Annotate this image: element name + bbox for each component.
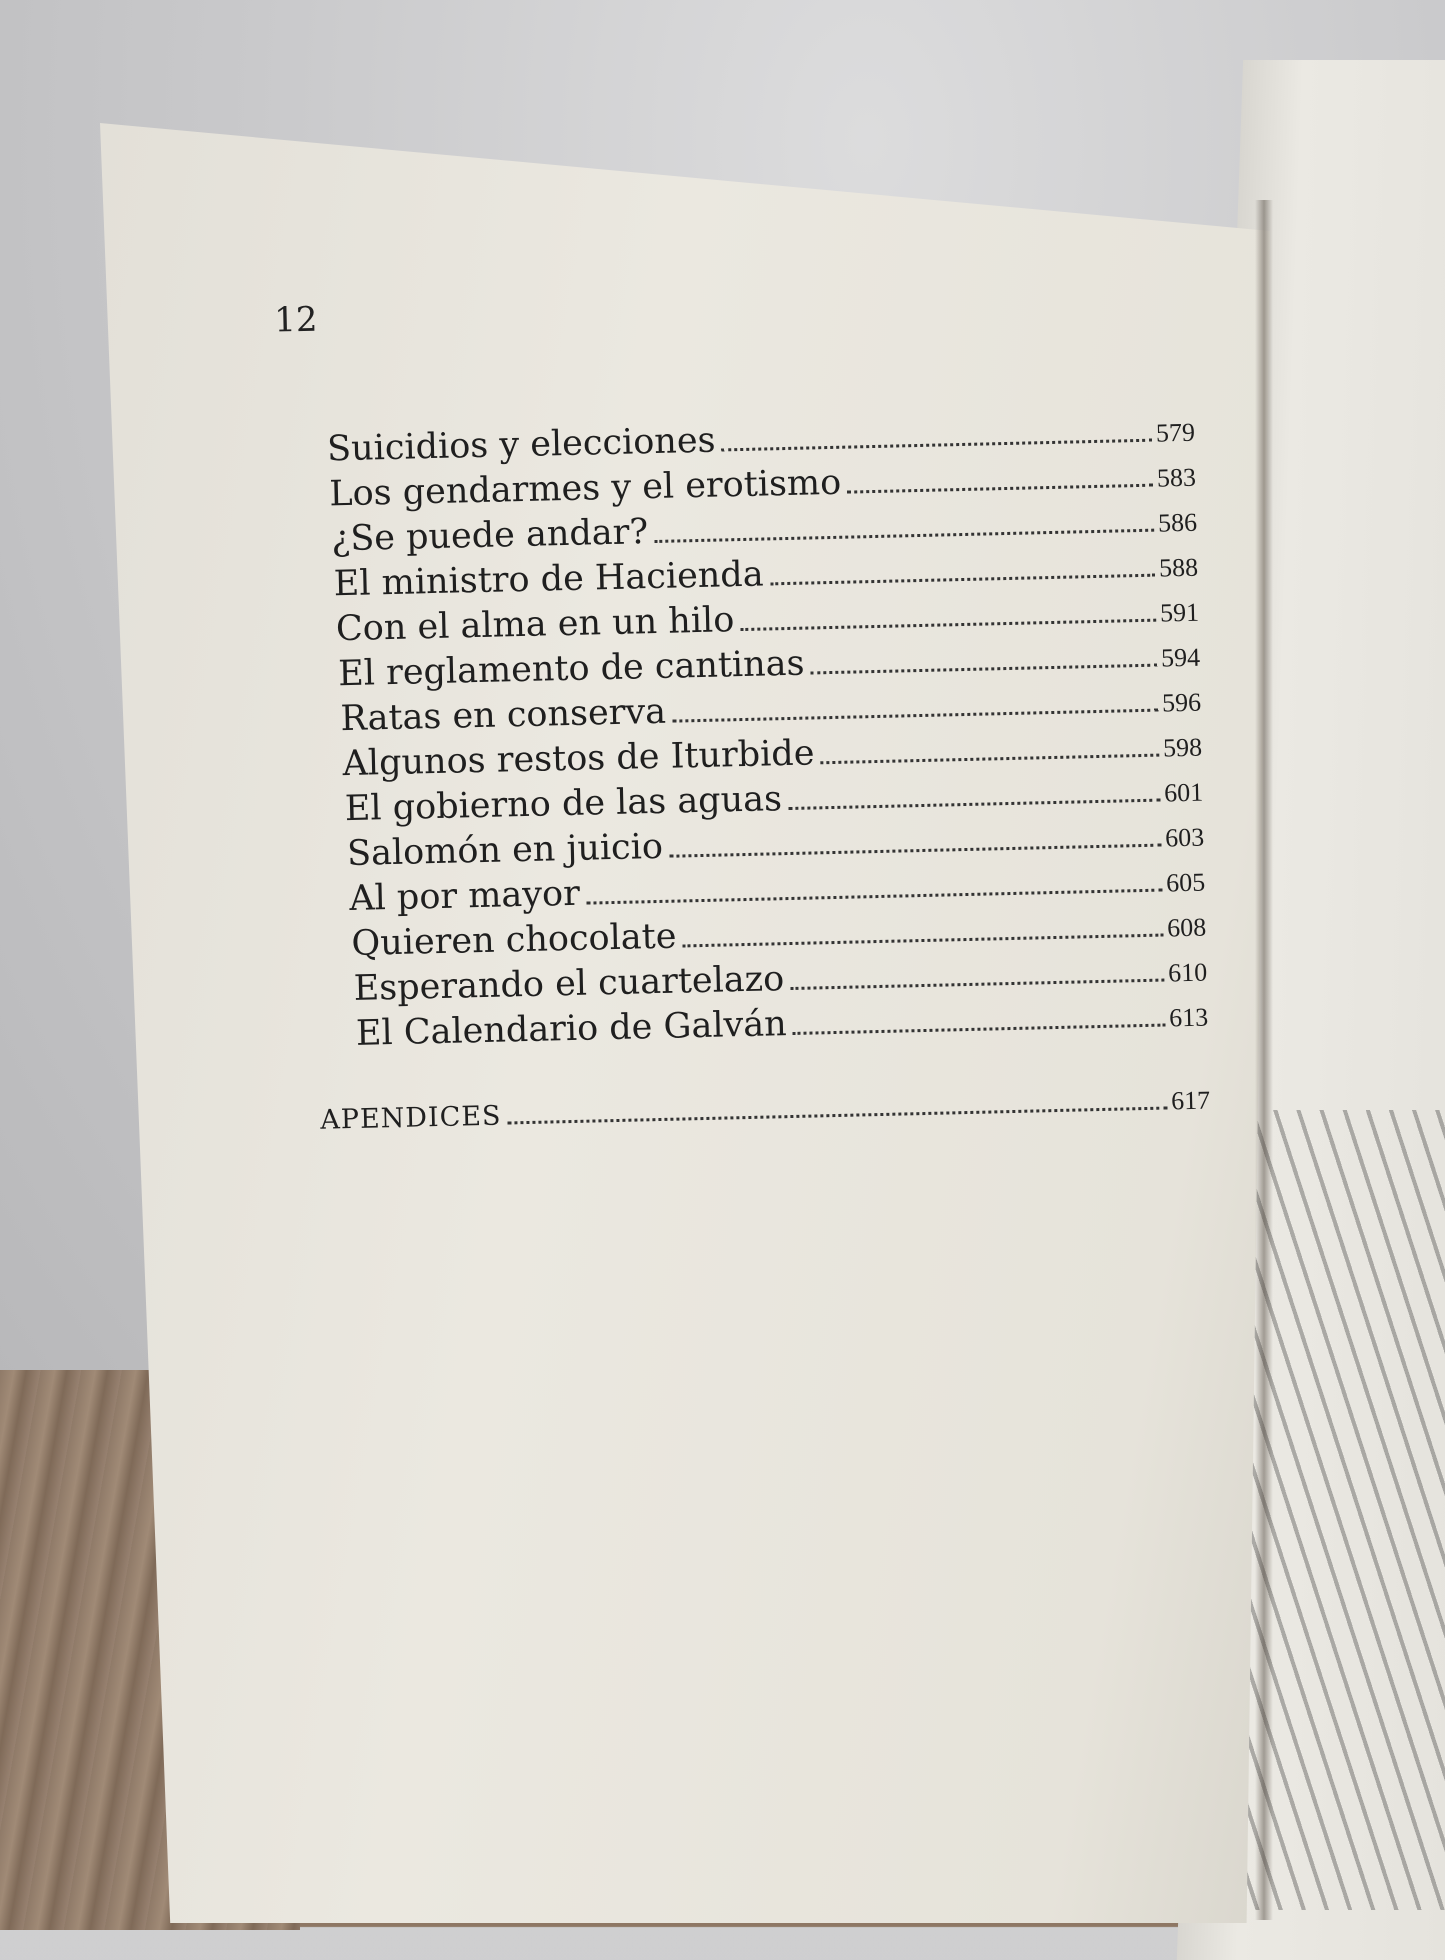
- toc-entry-page: 598: [1162, 732, 1203, 763]
- toc-entry-title: El reglamento de cantinas: [337, 643, 805, 695]
- toc-entry-page: 583: [1156, 462, 1197, 493]
- toc-entry-title: El ministro de Hacienda: [333, 554, 765, 605]
- dot-leader: [821, 754, 1160, 765]
- dot-leader: [672, 709, 1158, 723]
- toc-entry-page: 613: [1168, 1002, 1209, 1033]
- toc-entry-page: 588: [1158, 552, 1199, 583]
- toc-entry-title: El Calendario de Galván: [355, 1004, 788, 1054]
- dot-leader: [722, 439, 1152, 452]
- dot-leader: [740, 619, 1156, 631]
- toc-entry-title: Con el alma en un hilo: [335, 600, 735, 650]
- toc-entry-page: 617: [1170, 1085, 1211, 1116]
- toc-entry-page: 605: [1165, 867, 1206, 898]
- toc-entry-page: 594: [1160, 642, 1201, 673]
- dot-leader: [654, 529, 1154, 543]
- toc-entry-page: 610: [1167, 957, 1208, 988]
- toc-entry-page: 608: [1166, 912, 1207, 943]
- toc-entry-title: APENDICES: [319, 1100, 502, 1136]
- toc-entry-page: 586: [1157, 507, 1198, 538]
- toc-entry-title: Algunos restos de Iturbide: [342, 733, 815, 785]
- toc-entry-page: 579: [1155, 417, 1196, 448]
- dot-leader: [790, 979, 1164, 990]
- toc-entry-title: ¿Se puede andar?: [331, 512, 649, 560]
- toc-entry-title: Quieren chocolate: [351, 916, 677, 964]
- toc-entry-page: 596: [1161, 687, 1202, 718]
- dot-leader: [811, 664, 1158, 675]
- dot-leader: [669, 844, 1161, 858]
- toc-entry-title: Al por mayor: [348, 873, 581, 920]
- dot-leader: [793, 1024, 1166, 1035]
- toc-entry-title: Salomón en juicio: [346, 826, 664, 875]
- toc-list: [327, 410, 1209, 1060]
- dot-leader: [586, 889, 1162, 905]
- dot-leader: [508, 1107, 1168, 1125]
- toc-entry-title: Ratas en conserva: [339, 691, 667, 740]
- page-number: 12: [273, 299, 318, 341]
- toc-entry-page: 591: [1159, 597, 1200, 628]
- dot-leader: [788, 799, 1160, 810]
- dot-leader: [770, 574, 1155, 586]
- dot-leader: [847, 484, 1153, 494]
- toc-entry-title: Los gendarmes y el erotismo: [328, 462, 842, 515]
- toc-entry-title: Esperando el cuartelazo: [353, 959, 785, 1009]
- toc-entry-appendix: [320, 1085, 1211, 1150]
- toc-entry-page: 601: [1163, 777, 1204, 808]
- toc-entry-title: El gobierno de las aguas: [344, 779, 783, 830]
- dot-leader: [683, 934, 1164, 948]
- toc-entry-page: 603: [1164, 822, 1205, 853]
- toc-entry-title: Suicidios y elecciones: [326, 420, 716, 470]
